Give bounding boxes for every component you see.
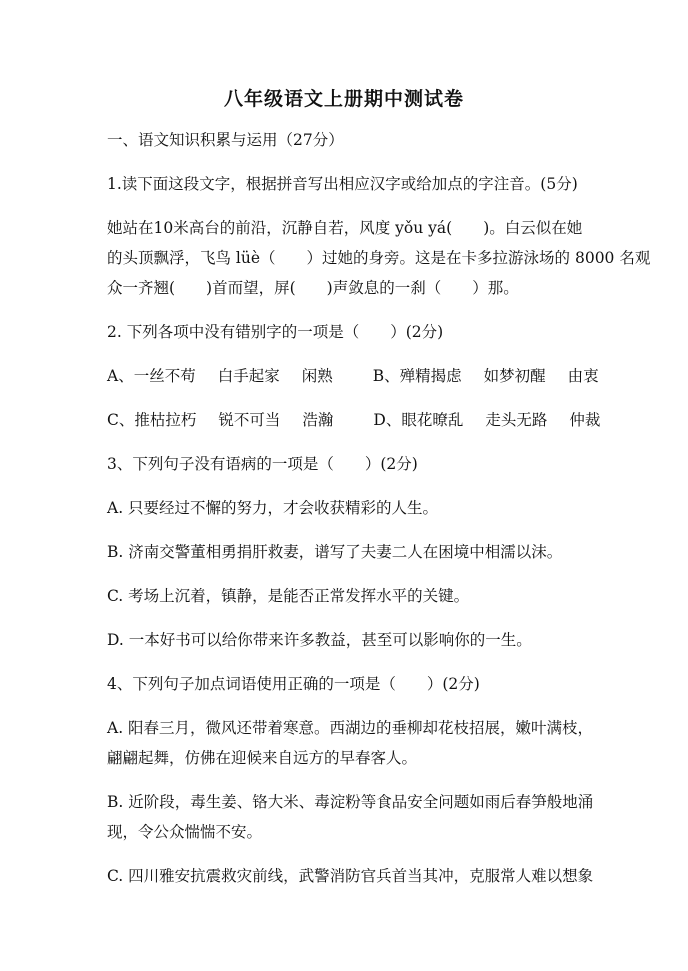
- q2-stem: 2. 下列各项中没有错别字的一项是（ ）(2分): [107, 323, 444, 341]
- q2-option-item: B、殚精揭虑: [372, 367, 462, 385]
- q2-option-item: 白手起家: [217, 367, 280, 385]
- q2-option-item: 走头无路: [485, 411, 548, 429]
- section-heading: 一、语文知识积累与运用（27分）: [107, 131, 344, 149]
- q2-options-row: [107, 410, 622, 430]
- q1-stem: 1.读下面这段文字，根据拼音写出相应汉字或给加点的字注音。(5分): [107, 175, 578, 193]
- page-title: 八年级语文上册期中测试卷: [223, 88, 464, 110]
- q2-option-item: 如梦初醒: [483, 367, 546, 385]
- q2-option-item: 闲熟: [301, 367, 333, 385]
- q2-options-row: [107, 366, 621, 386]
- q2-option-item: 锐不可当: [218, 411, 281, 429]
- q3-option-b: B. 济南交警董相勇捐肝救妻，谱写了夫妻二人在困境中相濡以沫。: [107, 543, 563, 561]
- q4-option-b: B. 近阶段，毒生姜、铬大米、毒淀粉等食品安全问题如雨后春笋般地涌: [107, 793, 594, 811]
- q2-option-item: A、一丝不苟: [107, 367, 196, 385]
- q2-option-item: C、推枯拉朽: [107, 411, 197, 429]
- q2-option-item: D、眼花暸乱: [373, 411, 464, 429]
- q4-option-a-cont: 翩翩起舞，仿佛在迎候来自远方的早春客人。: [107, 749, 418, 767]
- q1-text-line: 她站在10米高台的前沿，沉静自若，风度 yǒu yá( )。白云似在她: [107, 219, 583, 237]
- q2-option-item: 仲裁: [569, 411, 601, 429]
- q3-option-c: C. 考场上沉着，镇静，是能否正常发挥水平的关键。: [107, 587, 470, 605]
- q2-option-item: 浩瀚: [302, 411, 334, 429]
- q2-option-item: 由衷: [567, 367, 599, 385]
- q1-text-line: 的头顶飘浮，飞鸟 lüè（ ）过她的身旁。这是在卡多拉游泳场的 8000 名观: [107, 249, 651, 267]
- q3-option-d: D. 一本好书可以给你带来许多教益，甚至可以影响你的一生。: [107, 631, 532, 649]
- q1-text-line: 众一齐翘( )首而望，屏( )声敛息的一刹（ ）那。: [107, 279, 519, 297]
- q4-option-c: C. 四川雅安抗震救灾前线，武警消防官兵首当其冲，克服常人难以想象: [107, 867, 594, 885]
- q4-stem: 4、下列句子加点词语使用正确的一项是（ ）(2分): [107, 675, 480, 693]
- q3-stem: 3、下列句子没有语病的一项是（ ）(2分): [107, 455, 418, 473]
- q4-option-a: A. 阳春三月，微风还带着寒意。西湖边的垂柳却花枝招展，嫩叶满枝，: [107, 719, 594, 737]
- q4-option-b-cont: 现，令公众惴惴不安。: [107, 823, 263, 841]
- q3-option-a: A. 只要经过不懈的努力，才会收获精彩的人生。: [107, 499, 439, 517]
